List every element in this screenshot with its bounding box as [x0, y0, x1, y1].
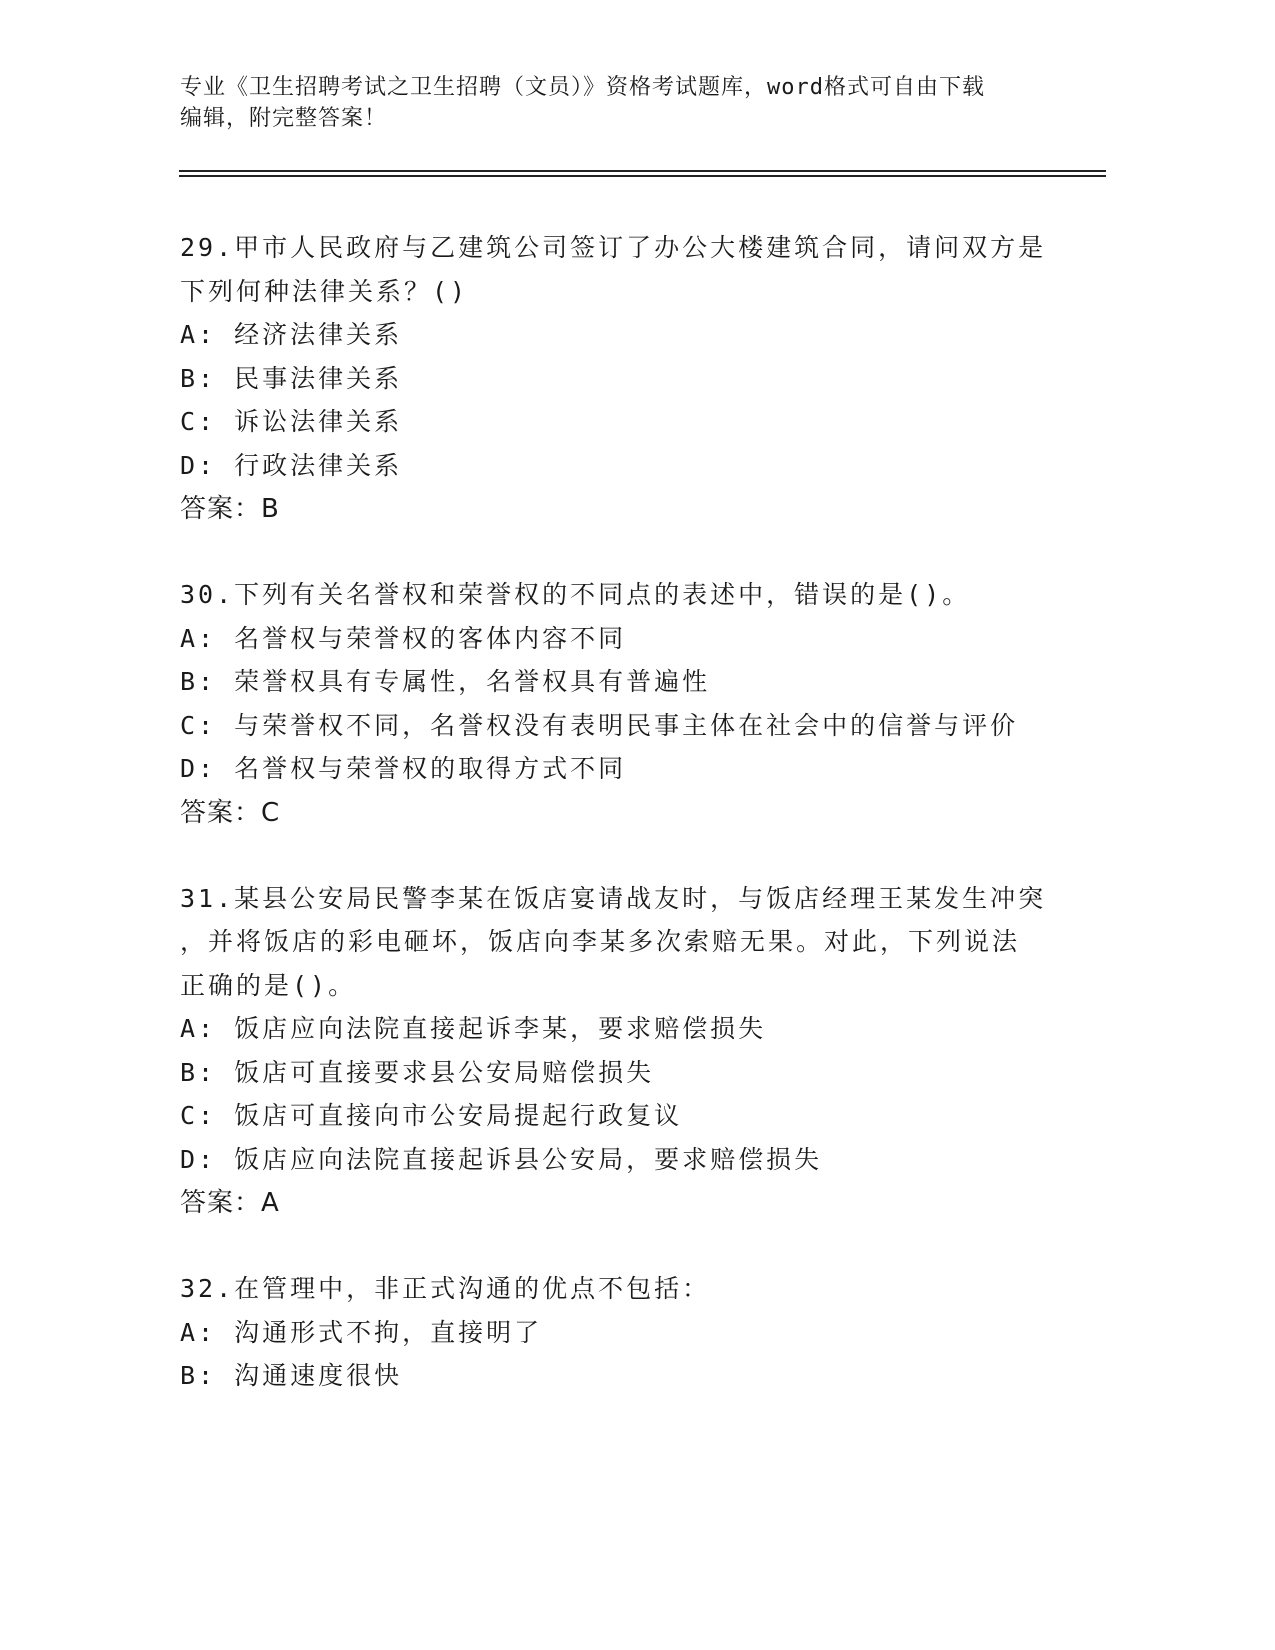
stem-line: 30.下列有关名誉权和荣誉权的不同点的表述中，错误的是()。: [180, 580, 971, 609]
stem-line: 正确的是()。: [180, 970, 357, 1000]
answer-label: 答案：A: [180, 1188, 280, 1218]
option-c: C: 饭店可直接向市公安局提起行政复议: [180, 1101, 683, 1130]
question-list: [180, 226, 1060, 1439]
question-stem: [180, 226, 1060, 313]
option-a: A: 沟通形式不拘，直接明了: [180, 1317, 543, 1347]
question-31: [180, 877, 1060, 1227]
option-c: C: 与荣誉权不同，名誉权没有表明民事主体在社会中的信誉与评价: [180, 710, 1019, 740]
stem-line: 32.在管理中，非正式沟通的优点不包括：: [180, 1274, 711, 1303]
header-line-1: 专业《卫生招聘考试之卫生招聘（文员）》资格考试题库，word格式可自由下载: [180, 75, 985, 100]
stem-line: 29.甲市人民政府与乙建筑公司签订了办公大楼建筑合同，请问双方是: [180, 233, 1047, 262]
stem-line: 下列何种法律关系？(): [180, 276, 469, 306]
question-29: [180, 226, 1060, 532]
question-32: [180, 1267, 1060, 1398]
option-b: B: 沟通速度很快: [180, 1361, 403, 1390]
option-b: B: 饭店可直接要求县公安局赔偿损失: [180, 1057, 655, 1087]
header-line-2: 编辑，附完整答案！: [180, 106, 388, 131]
option-b: B: 荣誉权具有专属性，名誉权具有普遍性: [180, 667, 711, 696]
option-d: D: 名誉权与荣誉权的取得方式不同: [180, 754, 627, 783]
document-header: [180, 72, 1060, 134]
question-stem: [180, 573, 1060, 617]
option-a: A: 经济法律关系: [180, 320, 403, 349]
header-divider-bottom: [179, 175, 1106, 177]
option-b: B: 民事法律关系: [180, 363, 403, 393]
answer-label: 答案：C: [180, 797, 281, 828]
option-d: D: 行政法律关系: [180, 450, 403, 480]
stem-line: ，并将饭店的彩电砸坏，饭店向李某多次索赔无果。对此，下列说法: [180, 927, 1021, 956]
question-30: [180, 573, 1060, 836]
stem-line: 31.某县公安局民警李某在饭店宴请战友时，与饭店经理王某发生冲突: [180, 883, 1047, 913]
option-d: D: 饭店应向法院直接起诉县公安局，要求赔偿损失: [180, 1144, 823, 1174]
question-stem: [180, 877, 1060, 1008]
option-c: C: 诉讼法律关系: [180, 407, 403, 436]
answer-label: 答案：B: [180, 494, 280, 524]
option-a: A: 饭店应向法院直接起诉李某，要求赔偿损失: [180, 1014, 767, 1043]
option-a: A: 名誉权与荣誉权的客体内容不同: [180, 623, 627, 653]
question-stem: [180, 1267, 1060, 1311]
header-divider-top: [179, 170, 1106, 172]
